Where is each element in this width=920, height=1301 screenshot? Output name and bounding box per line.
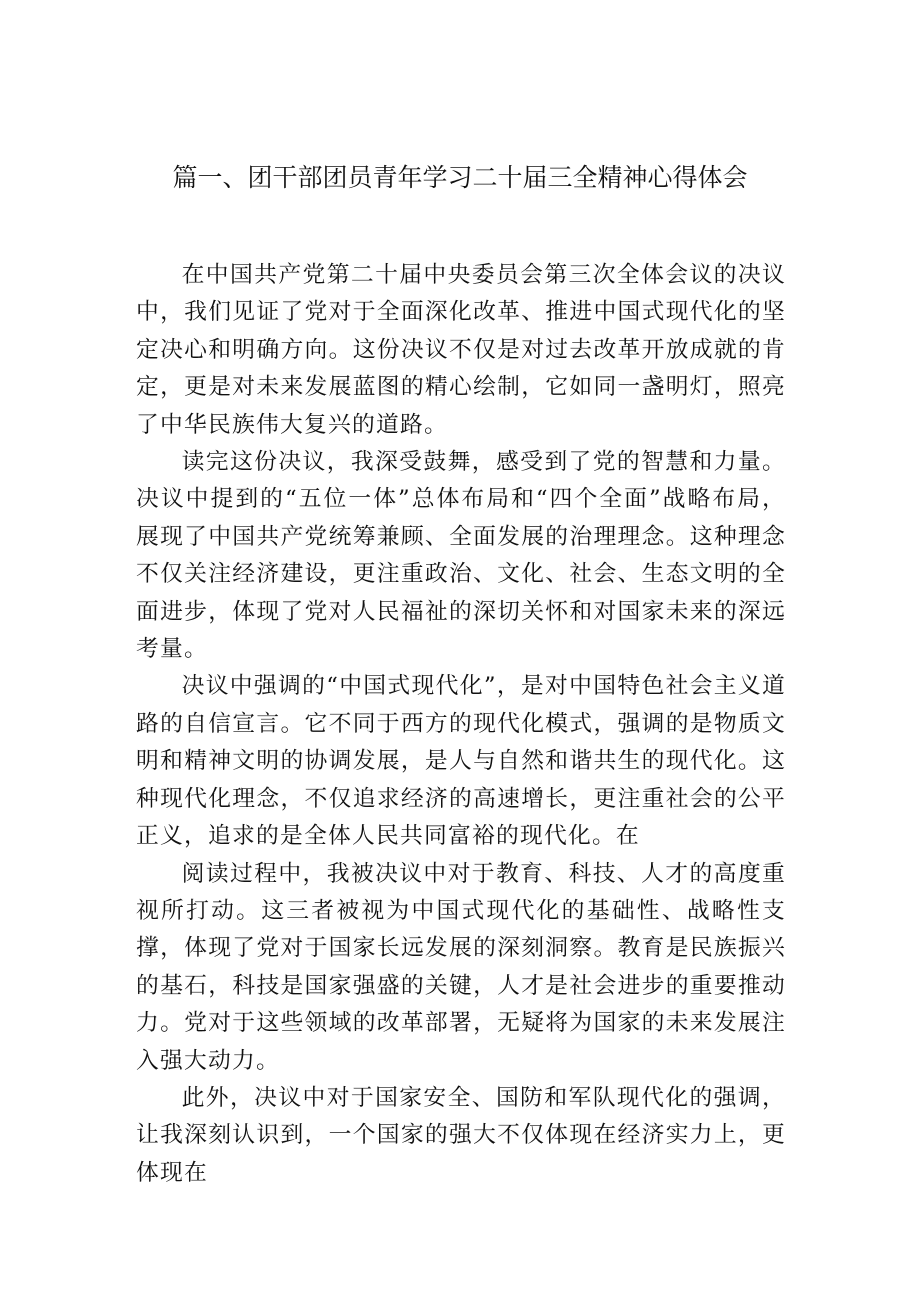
- paragraph-1: 在中国共产党第二十届中央委员会第三次全体会议的决议中，我们见证了党对于全面深化改革、推进中国式现代化的坚定决心和明确方向。这份决议不仅是对过去改革开放成就的肯定，更是对未来发展蓝图的精心绘制，它如同一盏明灯，照亮了中华民族伟大复兴的道路。: [136, 262, 786, 438]
- paragraph-2: 读完这份决议，我深受鼓舞，感受到了党的智慧和力量。决议中提到的“五位一体”总体布局和“四个全面”战略布局，展现了中国共产党统筹兼顾、全面发展的治理理念。这种理念不仅关注经济建设，更注重政治、文化、社会、生态文明的全面进步，体现了党对人民福祉的深切关怀和对国家未来的深远考量。: [136, 449, 786, 663]
- paragraph-5: 此外，决议中对于国家安全、国防和军队现代化的强调，让我深刻认识到，一个国家的强大不仅体现在经济实力上，更体现在: [136, 1084, 786, 1186]
- paragraph-4: 阅读过程中，我被决议中对于教育、科技、人才的高度重视所打动。这三者被视为中国式现代化的基础性、战略性支撑，体现了党对于国家长远发展的深刻洞察。教育是民族振兴的基石，科技是国家强盛的关键，人才是社会进步的重要推动力。党对于这些领域的改革部署，无疑将为国家的未来发展注入强大动力。: [136, 860, 786, 1074]
- document-body: [136, 257, 786, 1192]
- paragraph-3: 决议中强调的“中国式现代化”，是对中国特色社会主义道路的自信宣言。它不同于西方的现代化模式，强调的是物质文明和精神文明的协调发展，是人与自然和谐共生的现代化。这种现代化理念，不仅追求经济的高速增长，更注重社会的公平正义，追求的是全体人民共同富裕的现代化。在: [136, 673, 786, 850]
- document-title: 篇一、团干部团员青年学习二十届三全精神心得体会: [172, 163, 748, 192]
